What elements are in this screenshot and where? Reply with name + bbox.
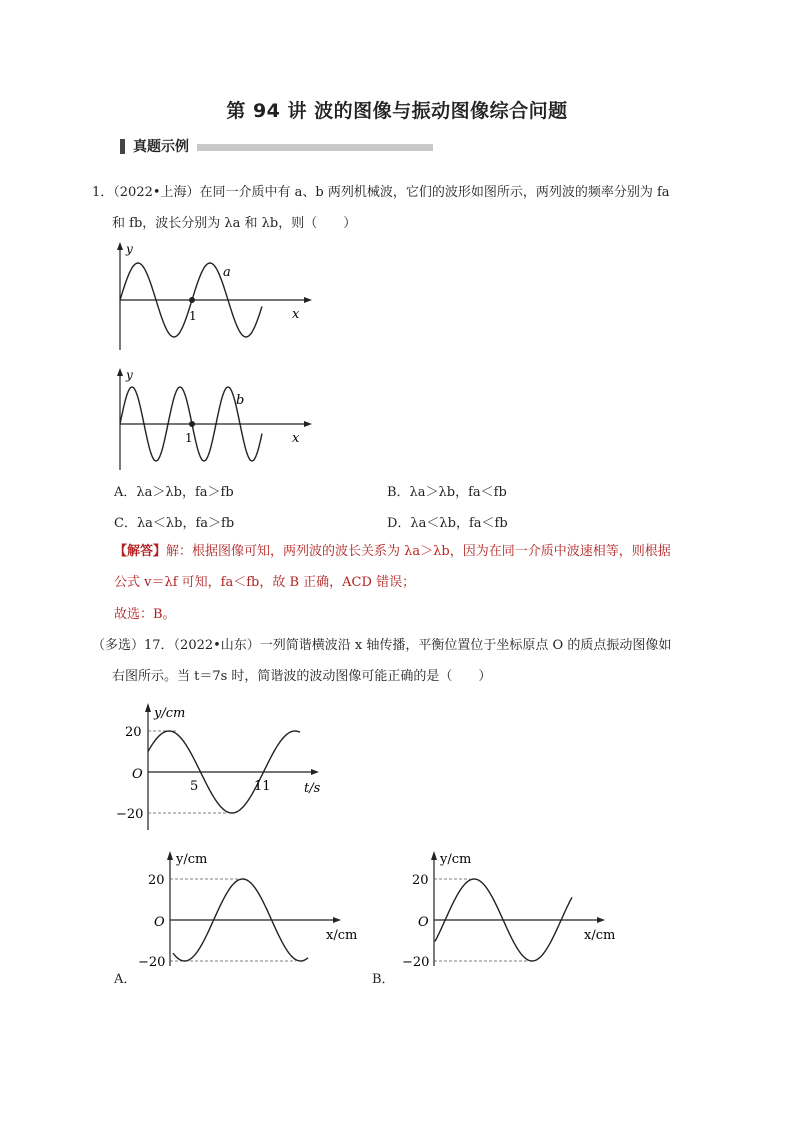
q17-stem-line1: （多选）17．（2022•山东）一列简谐横波沿 x 轴传播，平衡位置位于坐标原点 O 的质点振动图像如	[92, 638, 672, 653]
vib-t-tick-5: 5	[190, 779, 199, 794]
wave-b-curve-label: b	[236, 393, 245, 408]
q1-answer-line3: 故选：B。	[114, 607, 176, 622]
q1-answer-line1	[114, 543, 671, 561]
optA-y-neg: −20	[138, 955, 166, 968]
vib-t-tick-11: 11	[254, 779, 271, 794]
q1-option-a: A．λa＞λb，fa＞fb	[114, 485, 234, 500]
optA-origin: O	[154, 915, 165, 930]
optB-y-label: y/cm	[440, 852, 472, 867]
wave-a-x-arrow	[304, 297, 312, 303]
vib-y-neg: −20	[116, 807, 144, 822]
wave-b-x-arrow	[304, 421, 312, 427]
optB-x-label: x/cm	[584, 928, 616, 943]
section-header	[120, 137, 433, 155]
vib-t-label: t/s	[304, 781, 321, 796]
q1-option-d: D．λa＜λb，fa＜fb	[387, 516, 508, 531]
wave-a-figure	[108, 240, 318, 352]
q1-option-b: B．λa＞λb，fa＜fb	[387, 485, 507, 500]
wave-b-point	[189, 421, 195, 427]
wave-a-y-label: y	[126, 242, 133, 256]
optB-x-arrow	[597, 917, 605, 923]
optA-y-label: y/cm	[176, 852, 208, 867]
optB-origin: O	[418, 915, 429, 930]
optA-y-pos: 20	[148, 873, 165, 888]
optB-y-arrow	[431, 851, 437, 860]
section-rule	[197, 144, 433, 151]
wave-a-curve-label: a	[223, 265, 231, 280]
optB-y-pos: 20	[412, 873, 429, 888]
answer-text-1: 解：根据图像可知，两列波的波长关系为	[166, 544, 405, 559]
wave-b-figure	[108, 364, 318, 476]
option-b-graph	[372, 848, 637, 968]
vib-y-arrow	[145, 703, 151, 712]
q17-option-b-label: B．	[372, 972, 395, 987]
q17-stem-line2: 右图所示。当 t＝7s 时，简谐波的波动图像可能正确的是（ ）	[112, 669, 492, 684]
q1-answer-line2: 公式 v＝λf 可知，fa＜fb，故 B 正确，ACD 错误；	[114, 575, 416, 590]
vib-y-pos: 20	[125, 725, 142, 740]
q17-option-a-label: A．	[114, 972, 137, 987]
wave-a-x-label: x	[292, 307, 300, 322]
answer-highlight: λa＞λb	[404, 544, 450, 559]
optA-y-arrow	[167, 851, 173, 860]
wave-b-tick: 1	[185, 431, 193, 445]
wave-a-tick: 1	[189, 309, 197, 323]
vib-t-arrow	[311, 769, 319, 775]
wave-a-y-arrow	[117, 242, 123, 250]
wave-b-x-label: x	[292, 431, 300, 446]
answer-tag: 【解答】	[114, 544, 167, 559]
q1-stem-line2: 和 fb，波长分别为 λa 和 λb，则（ ）	[112, 216, 357, 231]
vib-y-label: y/cm	[154, 706, 186, 721]
wave-a-point	[189, 297, 195, 303]
option-a-graph	[108, 848, 373, 968]
vibration-graph	[108, 700, 338, 832]
q1-option-c: C．λa＜λb，fa＞fb	[114, 516, 235, 531]
section-label: 真题示例	[133, 139, 189, 155]
q1-stem-line1: 1．（2022•上海）在同一介质中有 a、b 两列机械波，它们的波形如图所示，两列波的频率分别为 fa	[92, 185, 670, 200]
section-marker	[120, 139, 125, 154]
wave-b-y-label: y	[126, 368, 133, 382]
optA-x-arrow	[333, 917, 341, 923]
wave-b-y-arrow	[117, 368, 123, 376]
page-title: 第 94 讲 波的图像与振动图像综合问题	[226, 100, 568, 122]
answer-text-2: ，因为在同一介质中波速相等，则根据	[449, 544, 671, 559]
vib-origin: O	[132, 767, 143, 782]
optA-x-label: x/cm	[326, 928, 358, 943]
optB-y-neg: −20	[402, 955, 430, 968]
